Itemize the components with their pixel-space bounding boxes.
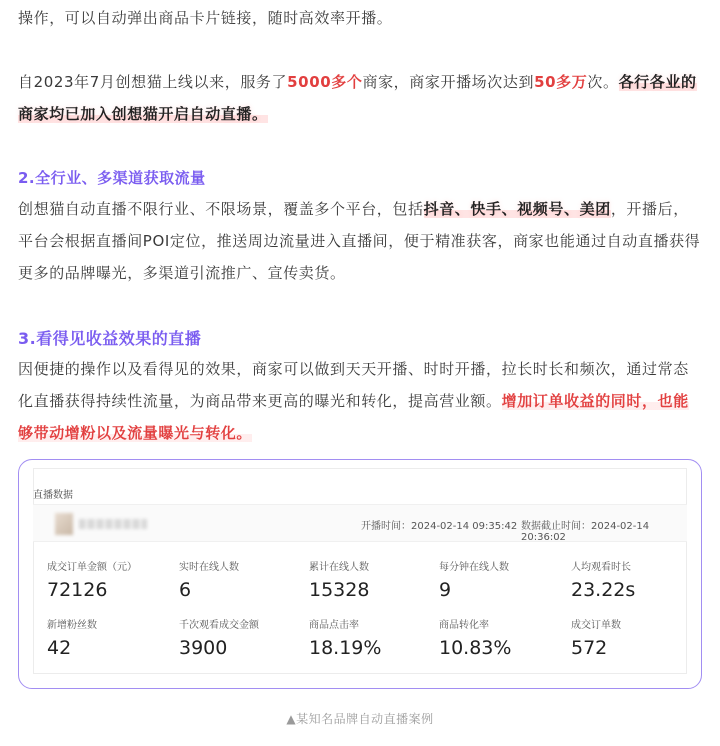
account-name-blurred xyxy=(79,519,147,529)
dashboard-card xyxy=(18,459,702,689)
metric-item xyxy=(439,616,565,659)
metric-value: 572 xyxy=(571,637,608,659)
metric-label: 千次观看成交金额 xyxy=(179,620,259,631)
metric-item xyxy=(309,558,435,601)
metric-value: 18.19% xyxy=(309,637,382,659)
intro-paragraph xyxy=(18,2,704,34)
dashboard-header xyxy=(33,504,687,542)
metric-label: 商品点击率 xyxy=(309,620,359,631)
metric-item xyxy=(571,616,697,659)
section3-highlight: 增加订单收益的同时，也能够带动增粉以及流量曝光与转化。 xyxy=(18,392,689,442)
metric-item xyxy=(179,558,305,601)
section3-paragraph xyxy=(18,353,704,449)
metric-label: 商品转化率 xyxy=(439,620,489,631)
metric-item xyxy=(309,616,435,659)
section2-text-1: 创想猫自动直播不限行业、不限场景，覆盖多个平台，包括 xyxy=(18,200,424,218)
metric-value: 15328 xyxy=(309,579,370,601)
metric-label: 新增粉丝数 xyxy=(47,620,97,631)
end-time: 数据截止时间：2024-02-14 20:36:02 xyxy=(521,521,650,543)
stats-paragraph xyxy=(18,66,704,130)
intro-text: 操作，可以自动弹出商品卡片链接，随时高效率开播。 xyxy=(18,9,393,27)
stats-text-1: 自2023年7月创想猫上线以来，服务了 xyxy=(18,73,288,91)
metric-label: 成交订单数 xyxy=(571,620,621,631)
section2-paragraph xyxy=(18,193,704,289)
metric-item xyxy=(571,558,697,601)
section3-text: 因便捷的操作以及看得见的效果，商家可以做到天天开播、时时开播，拉长时长和频次，通过常态化直播获得持续性流量，为商品带来更高的曝光和转化，提高营业额。 xyxy=(18,360,689,410)
session-count: 50多万 xyxy=(534,73,588,91)
platform-list: 抖音、快手、视频号、美团 xyxy=(423,200,611,218)
metric-value: 10.83% xyxy=(439,637,512,659)
metric-item xyxy=(47,558,173,601)
stats-text-3: 次。 xyxy=(587,73,619,91)
metric-item xyxy=(47,616,173,659)
metric-value: 9 xyxy=(439,579,452,601)
metric-value: 3900 xyxy=(179,637,228,659)
merchant-count: 5000多个 xyxy=(287,73,363,91)
metric-value: 23.22s xyxy=(571,579,636,601)
start-time: 开播时间：2024-02-14 09:35:42 xyxy=(361,521,518,532)
metric-label: 成交订单金额（元） xyxy=(47,562,137,573)
stats-highlight: 各行各业的商家均已加入创想猫开启自动直播。 xyxy=(18,73,697,123)
metric-label: 人均观看时长 xyxy=(571,562,631,573)
metric-label: 实时在线人数 xyxy=(179,562,239,573)
section2-heading: 2.全行业、多渠道获取流量 xyxy=(18,169,206,187)
stats-text-2: 商家，商家开播场次达到 xyxy=(362,73,535,91)
avatar xyxy=(55,513,73,535)
section2-text-2: ，开播后，平台会根据直播间POI定位，推送周边流量进入直播间，便于精准获客，商家也能通过自动直播获得更多的品牌曝光，多渠道引流推广、宣传卖货。 xyxy=(18,200,701,282)
metric-value: 72126 xyxy=(47,579,108,601)
metric-item xyxy=(439,558,565,601)
metric-item xyxy=(179,616,305,659)
metric-label: 累计在线人数 xyxy=(309,562,369,573)
metric-label: 每分钟在线人数 xyxy=(439,562,509,573)
metric-value: 6 xyxy=(179,579,192,601)
metric-value: 42 xyxy=(47,637,72,659)
dashboard-title: 直播数据 xyxy=(33,490,73,501)
section3-heading: 3.看得见收益效果的直播 xyxy=(18,329,202,348)
image-caption: ▲某知名品牌自动直播案例 xyxy=(286,712,434,726)
